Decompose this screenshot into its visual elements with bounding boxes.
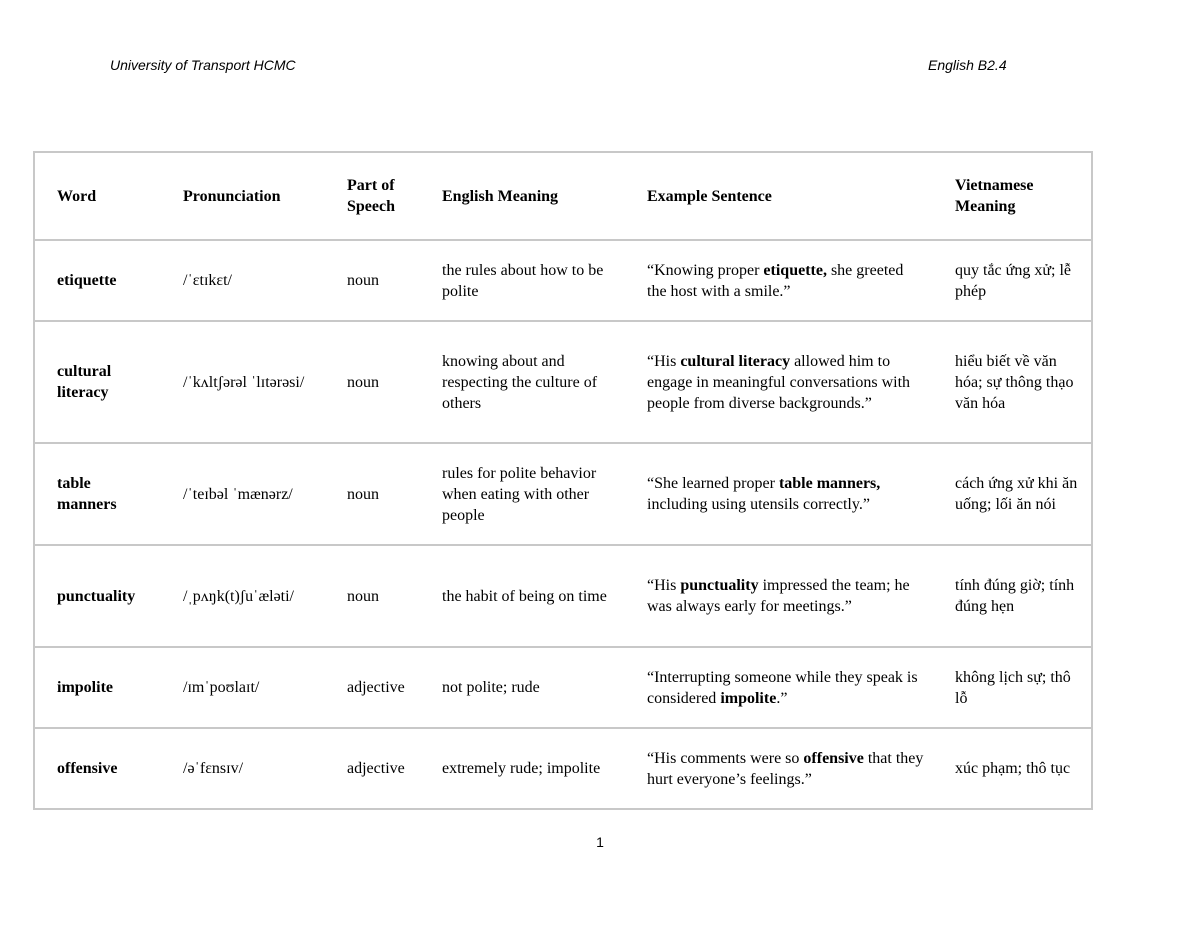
column-header-english-meaning: English Meaning [420,152,625,240]
column-header-part-of-speech: Part of Speech [325,152,420,240]
word-cell: table manners [34,443,161,545]
example-text: “His comments were so [647,749,804,767]
example-text: “Interrupting someone while they speak is considered [647,668,918,707]
vocabulary-table [33,151,1093,810]
word-cell: cultural literacy [34,321,161,443]
example-keyword: impolite [720,689,777,707]
pronunciation-cell: /əˈfɛnsɪv/ [161,728,325,809]
example-keyword: etiquette, [763,261,827,279]
vietnamese-meaning-cell: quy tắc ứng xử; lễ phép [933,240,1092,321]
table-row [34,728,1092,809]
example-keyword: offensive [803,749,864,767]
example-text: “His [647,577,681,594]
example-keyword: table manners, [778,475,881,492]
pronunciation-cell: /ˈɛtɪkɛt/ [161,240,325,321]
example-text: allowed him to engage in meaningful conversations with people from diverse backgrounds.” [647,352,911,412]
example-sentence-cell [625,443,933,545]
example-text: including using utensils correctly.” [647,496,870,513]
part-of-speech-cell: noun [325,321,420,443]
vietnamese-meaning-cell: xúc phạm; thô tục [933,728,1092,809]
table-row [34,443,1092,545]
example-sentence-cell [625,545,933,647]
english-meaning-cell: the habit of being on time [420,545,625,647]
english-meaning-cell: not polite; rude [420,647,625,728]
table-row [34,240,1092,321]
table-header-row [34,152,1092,240]
example-sentence-cell [625,728,933,809]
table-row [34,647,1092,728]
word-cell: etiquette [34,240,161,321]
column-header-vietnamese-meaning: Vietnamese Meaning [933,152,1092,240]
table-row [34,321,1092,443]
vietnamese-meaning-cell: hiểu biết về văn hóa; sự thông thạo văn hóa [933,321,1092,443]
part-of-speech-cell: noun [325,443,420,545]
part-of-speech-cell: noun [325,240,420,321]
page-number: 1 [596,834,604,850]
part-of-speech-cell: adjective [325,728,420,809]
header-course: English B2.4 [928,57,1007,73]
english-meaning-cell: the rules about how to be polite [420,240,625,321]
example-sentence-cell [625,321,933,443]
example-text: that they hurt everyone’s feelings.” [647,749,924,788]
part-of-speech-cell: noun [325,545,420,647]
vietnamese-meaning-cell: không lịch sự; thô lỗ [933,647,1092,728]
pronunciation-cell: /ˌpʌŋk(t)ʃuˈæləti/ [161,545,325,647]
english-meaning-cell: rules for polite behavior when eating with other people [420,443,625,545]
table-row [34,545,1092,647]
example-text: “His [647,352,681,370]
english-meaning-cell: knowing about and respecting the culture of others [420,321,625,443]
example-text: she greeted the host with a smile.” [647,261,904,300]
example-text: .” [776,689,788,707]
pronunciation-cell: /ˈkʌltʃərəl ˈlɪtərəsi/ [161,321,325,443]
example-keyword: punctuality [680,577,759,594]
word-cell: impolite [34,647,161,728]
example-sentence-cell [625,647,933,728]
part-of-speech-cell: adjective [325,647,420,728]
example-sentence-cell [625,240,933,321]
word-cell: punctuality [34,545,161,647]
english-meaning-cell: extremely rude; impolite [420,728,625,809]
word-cell: offensive [34,728,161,809]
pronunciation-cell: /ˈteɪbəl ˈmænərz/ [161,443,325,545]
example-text: “Knowing proper [647,261,764,279]
column-header-example-sentence: Example Sentence [625,152,933,240]
vietnamese-meaning-cell: tính đúng giờ; tính đúng hẹn [933,545,1092,647]
vietnamese-meaning-cell: cách ứng xử khi ăn uống; lối ăn nói [933,443,1092,545]
column-header-pronunciation: Pronunciation [161,152,325,240]
column-header-word: Word [34,152,161,240]
pronunciation-cell: /ɪmˈpoʊlaɪt/ [161,647,325,728]
example-text: impressed the team; he was always early for meetings.” [647,577,910,615]
header-institution: University of Transport HCMC [110,57,296,73]
example-text: “She learned proper [647,475,779,492]
example-keyword: cultural literacy [680,352,791,370]
